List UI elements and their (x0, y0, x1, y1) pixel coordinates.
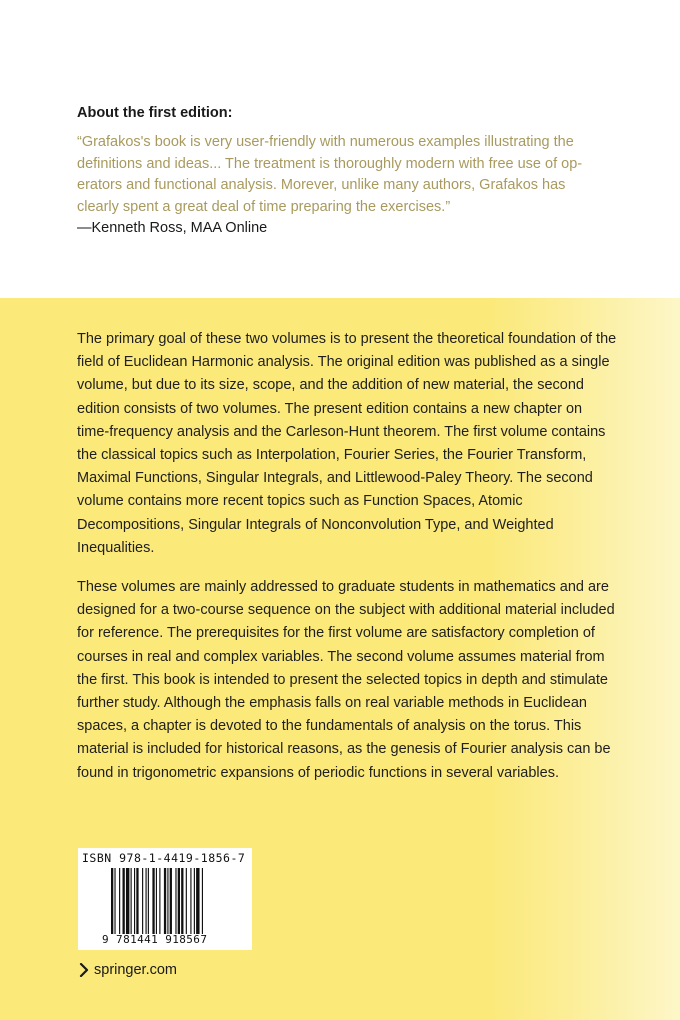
isbn-label: ISBN 978-1-4419-1856-7 (82, 851, 246, 865)
book-description (77, 328, 617, 801)
publisher-url: springer.com (94, 962, 178, 978)
isbn-barcode (78, 848, 252, 950)
review-quote (77, 132, 617, 218)
review-attribution: —Kenneth Ross, MAA Online (77, 220, 268, 236)
chevron-right-icon (79, 963, 89, 977)
review-quote-line: erators and functional analysis. Morever, unlike many authors, Grafakos has (77, 177, 566, 193)
description-paragraph-1: The primary goal of these two volumes is to present the theoretical foundation of the field of Euclidean Harmonic analysis. The original edition was published as a single volume, but due to its size, scope, and the addition of new material, the second edition consists of two volumes. The present edition contains a new chapter on time-frequency analysis and the Carleson-Hunt theorem. The first volume contains the classical topics such as Interpolation, Fourier Series, the Fourier Transform, Maximal Functions, Singular Integrals, and Littlewood-Paley Theory. The second volume contains more recent topics such as Function Spaces, Atomic Decompositions, Singular Integrals of Nonconvolution Type, and Weighted Inequalities. (77, 331, 617, 556)
barcode-bars (110, 868, 248, 934)
barcode-digits: 9 781441 918567 (102, 933, 208, 946)
first-edition-review (77, 104, 617, 240)
review-quote-line: definitions and ideas... The treatment is thoroughly modern with free use of op- (77, 155, 583, 172)
description-paragraph-2: These volumes are mainly addressed to graduate students in mathematics and are designed for a two-course sequence on the subject with additional material included for reference. The prerequisites for the first volume are satisfactory completion of courses in real and complex variables. The second volume assumes material from the first. This book is intended to present the selected topics in depth and stimulate further study. Although the emphasis falls on real variable methods in Euclidean spaces, a chapter is devoted to the fundamentals of analysis on the torus. This material is included for historical reasons, as the genesis of Fourier analysis can be found in trigonometric expansions of periodic functions in several variables. (77, 579, 615, 781)
review-heading: About the first edition: (77, 105, 233, 121)
top-white-section (0, 0, 680, 298)
publisher-link[interactable] (79, 962, 177, 978)
review-quote-line: “Grafakos's book is very user-friendly with numerous examples illustrating the (77, 134, 574, 150)
review-quote-line: clearly spent a great deal of time preparing the exercises.” (77, 198, 451, 215)
